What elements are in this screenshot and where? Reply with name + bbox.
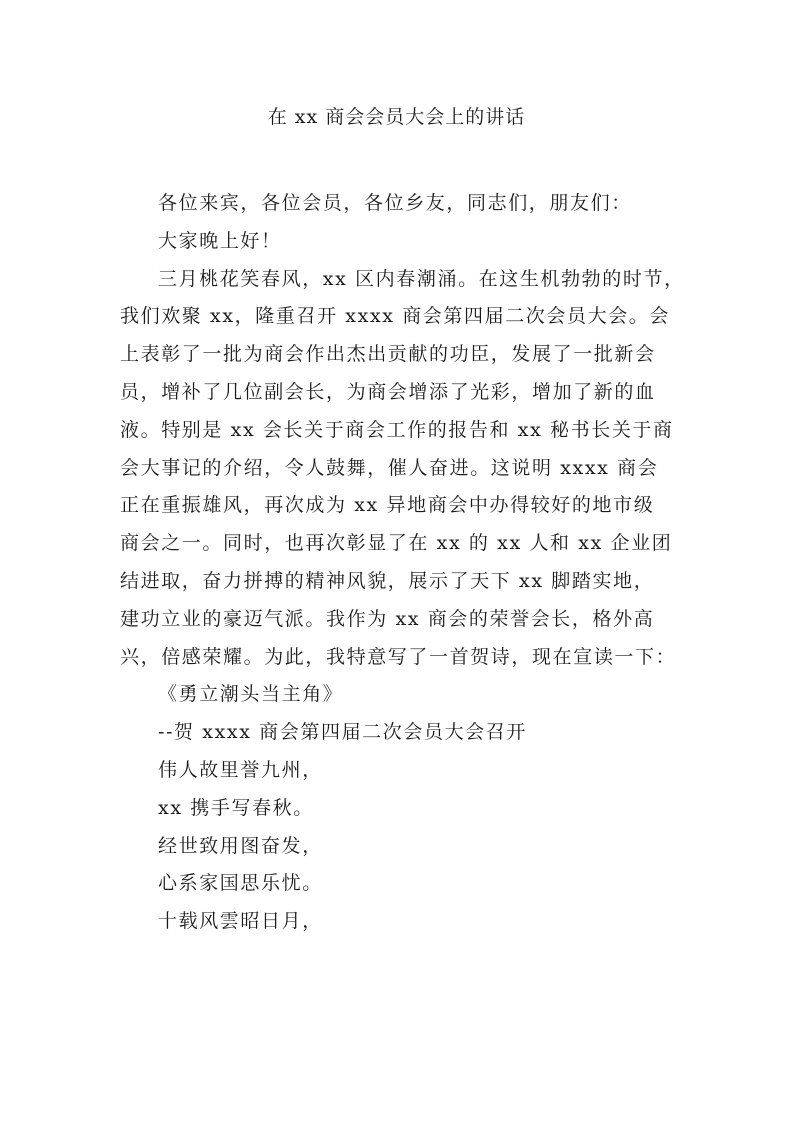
- body-line: 我们欢聚 xx，隆重召开 xxxx 商会第四届二次会员大会。会: [120, 305, 671, 328]
- body-line: 员，增补了几位副会长，为商会增添了光彩，增加了新的血: [120, 380, 656, 403]
- poem-subtitle: --贺 xxxx 商会第四届二次会员大会召开: [158, 721, 527, 744]
- poem-line: xx 携手写春秋。: [158, 796, 314, 819]
- poem-line: 伟人故里誉九州，: [158, 758, 323, 781]
- body-line: 兴，倍感荣耀。为此，我特意写了一首贺诗，现在宣读一下：: [120, 645, 677, 668]
- body-line: 商会之一。同时，也再次彰显了在 xx 的 xx 人和 xx 企业团: [120, 532, 673, 555]
- body-line: 正在重振雄风，再次成为 xx 异地商会中办得较好的地市级: [120, 494, 655, 517]
- poem-line: 十载风雲昭日月，: [158, 910, 323, 933]
- salutation-line: 大家晚上好！: [158, 229, 282, 252]
- body-line: 会大事记的介绍，令人鼓舞，催人奋进。这说明 xxxx 商会: [120, 456, 659, 479]
- body-line: 上表彰了一批为商会作出杰出贡献的功臣，发展了一批新会: [120, 343, 656, 366]
- body-line: 液。特别是 xx 会长关于商会工作的报告和 xx 秘书长关于商: [120, 418, 674, 441]
- poem-title: 《勇立潮头当主角》: [158, 683, 344, 706]
- document-title: 在 xx 商会会员大会上的讲话: [267, 106, 526, 128]
- body-line: 建功立业的豪迈气派。我作为 xx 商会的荣誉会长，格外高: [120, 607, 655, 630]
- poem-line: 经世致用图奋发，: [158, 834, 323, 857]
- document-body: [120, 185, 685, 941]
- body-line: 三月桃花笑春风，xx 区内春潮涌。在这生机勃勃的时节，: [158, 267, 685, 290]
- body-line: 结进取，奋力拼搏的精神风貌，展示了天下 xx 脚踏实地，: [120, 569, 655, 592]
- greeting-line: 各位来宾，各位会员，各位乡友，同志们，朋友们：: [158, 192, 632, 214]
- poem-line: 心系家国思乐忧。: [158, 872, 323, 895]
